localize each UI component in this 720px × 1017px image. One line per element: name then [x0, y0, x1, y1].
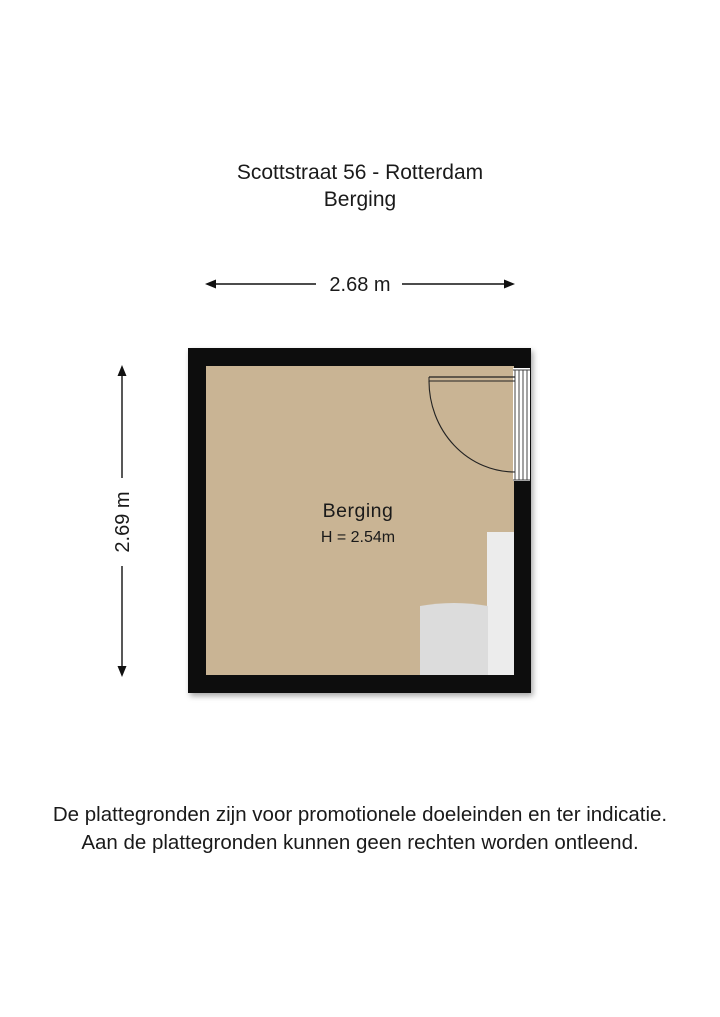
disclaimer	[0, 801, 720, 857]
height-label: 2.69 m	[112, 491, 134, 553]
height-arrow-top	[118, 365, 127, 376]
storage-cabinet	[420, 603, 488, 675]
height-dimension	[112, 365, 134, 677]
room-ceiling-height: H = 2.54m	[320, 529, 396, 546]
address-title: Scottstraat 56 - Rotterdam	[236, 161, 484, 184]
floor-title: Berging	[323, 188, 397, 211]
width-dimension	[205, 274, 515, 296]
disclaimer-line-2: Aan de plattegronden kunnen geen rechten worden ontleend.	[81, 831, 639, 854]
width-arrow-left	[205, 280, 216, 289]
storage-unit	[487, 532, 514, 675]
room-name: Berging	[322, 500, 394, 522]
disclaimer-line-1: De plattegronden zijn voor promotionele doeleinden en ter indicatie.	[52, 803, 668, 826]
width-arrow-right	[504, 280, 515, 289]
width-label: 2.68 m	[329, 274, 391, 296]
height-arrow-bottom	[118, 666, 127, 677]
